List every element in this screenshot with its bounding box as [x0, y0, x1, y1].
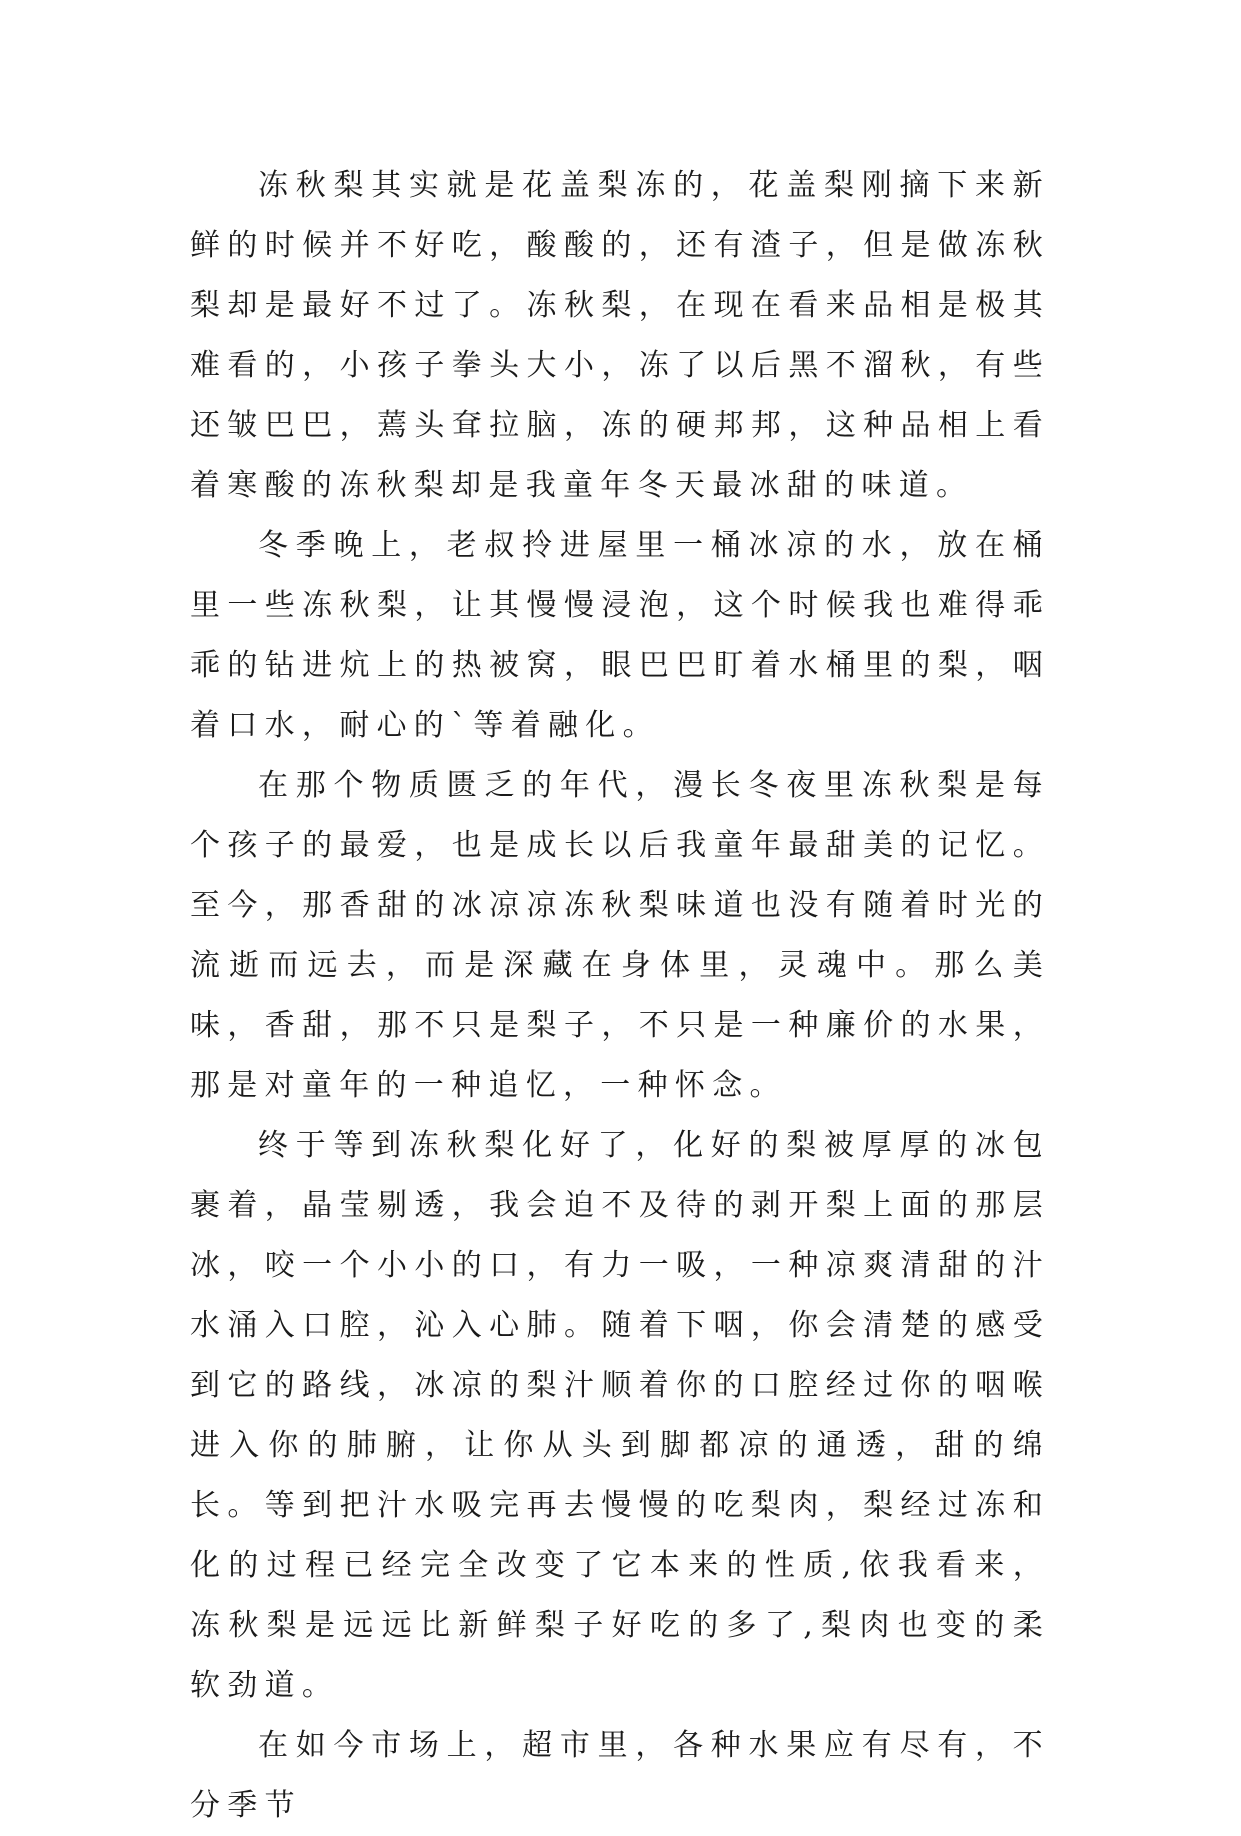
paragraph-3: 在那个物质匮乏的年代，漫长冬夜里冻秋梨是每个孩子的最爱，也是成长以后我童年最甜美的记忆。至今，那香甜的冰凉凉冻秋梨味道也没有随着时光的流逝而远去，而是深藏在身体里，灵魂中。那么美味，香甜，那不只是梨子，不只是一种廉价的水果，那是对童年的一种追忆，一种怀念。: [190, 768, 1050, 1103]
paragraph-5: 在如今市场上，超市里，各种水果应有尽有，不分季节: [190, 1728, 1050, 1823]
paragraph-2: 冬季晚上，老叔拎进屋里一桶冰凉的水，放在桶里一些冻秋梨，让其慢慢浸泡，这个时候我也难得乖乖的钻进炕上的热被窝，眼巴巴盯着水桶里的梨，咽着口水，耐心的`等着融化。: [190, 528, 1050, 743]
paragraph-4: 终于等到冻秋梨化好了，化好的梨被厚厚的冰包裹着，晶莹剔透，我会迫不及待的剥开梨上面的那层冰，咬一个小小的口，有力一吸，一种凉爽清甜的汁水涌入口腔，沁入心肺。随着下咽，你会清楚的感受到它的路线，冰凉的梨汁顺着你的口腔经过你的咽喉进入你的肺腑，让你从头到脚都凉的通透，甜的绵长。等到把汁水吸完再去慢慢的吃梨肉，梨经过冻和化的过程已经完全改变了它本来的性质,依我看来，冻秋梨是远远比新鲜梨子好吃的多了,梨肉也变的柔软劲道。: [190, 1128, 1050, 1703]
paragraph-1: 冻秋梨其实就是花盖梨冻的，花盖梨刚摘下来新鲜的时候并不好吃，酸酸的，还有渣子，但是做冻秋梨却是最好不过了。冻秋梨，在现在看来品相是极其难看的，小孩子拳头大小，冻了以后黑不溜秋，有些还皱巴巴，蔫头耷拉脑，冻的硬邦邦，这种品相上看着寒酸的冻秋梨却是我童年冬天最冰甜的味道。: [190, 168, 1050, 503]
essay-body: [190, 156, 1050, 1836]
